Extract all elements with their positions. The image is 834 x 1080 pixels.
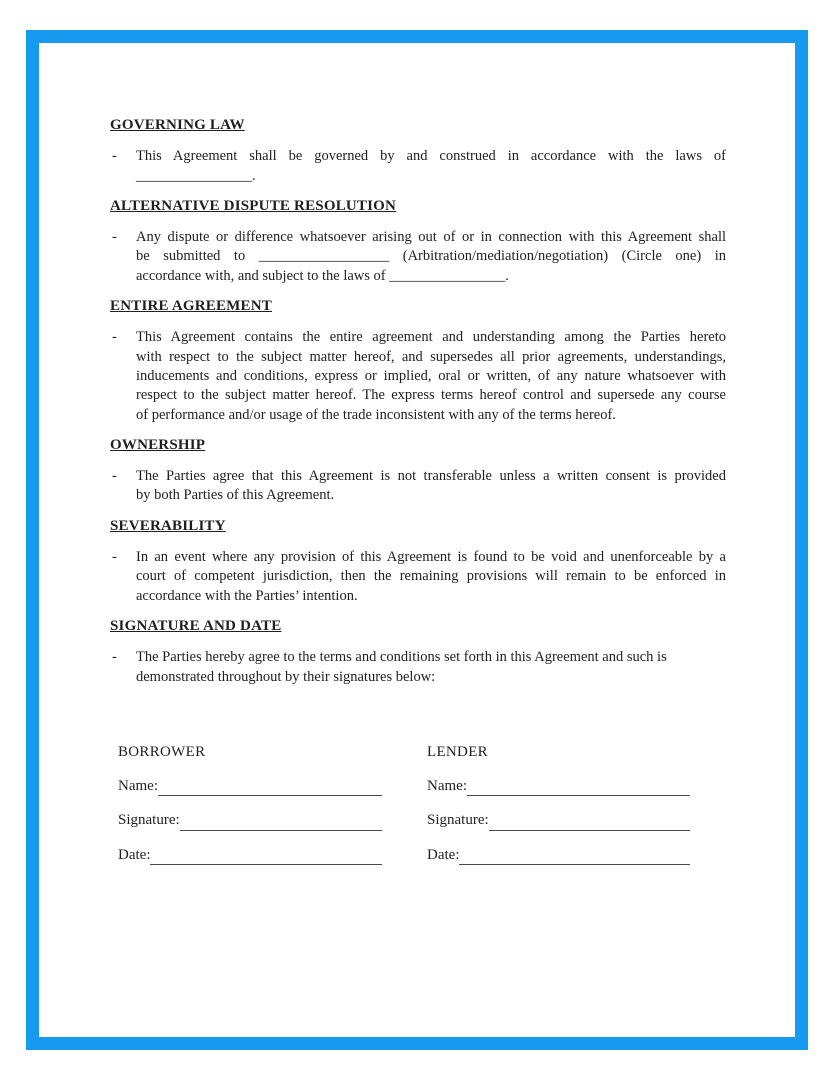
paragraph-line: The Parties hereby agree to the terms and conditions set forth in this Agreement and such is [136, 649, 667, 666]
paragraph-line-blank: accordance with, and subject to the laws of ________________. [136, 267, 509, 284]
bullet-item [110, 228, 726, 286]
section-heading-severability: SEVERABILITY [110, 517, 226, 534]
paragraph-line: This Agreement shall be governed by and construed in accordance with the laws of [136, 148, 726, 165]
paragraph-line: by both Parties of this Agreement. [136, 487, 335, 504]
paragraph-line: The Parties agree that this Agreement is not transferable unless a written consent is provided [136, 468, 726, 485]
section-ownership [110, 436, 726, 506]
section-heading-alternative-dispute-resolution: ALTERNATIVE DISPUTE RESOLUTION [110, 197, 397, 214]
paragraph-line: with respect to the subject matter hereof, and supersedes all prior agreements, understandings, [136, 348, 726, 365]
signature-block [110, 743, 726, 865]
paragraph-line: court of competent jurisdiction, then the remaining provisions will remain to be enforced in [136, 568, 726, 585]
paragraph [136, 328, 726, 424]
document-content [110, 116, 726, 865]
section-heading-entire-agreement: ENTIRE AGREEMENT [110, 298, 272, 315]
paragraph [136, 147, 726, 186]
paragraph [136, 548, 726, 606]
section-governing-law [110, 116, 726, 186]
section-heading-governing-law: GOVERNING LAW [110, 117, 245, 133]
lender-date-label: Date: [427, 846, 460, 863]
lender-title: LENDER [427, 743, 488, 760]
borrower-signature-field [118, 811, 382, 830]
paragraph [136, 467, 726, 506]
paragraph-line: Any dispute or difference whatsoever arising out of or in connection with this Agreement shall [136, 229, 726, 246]
borrower-date-label: Date: [118, 846, 151, 863]
bullet-item [110, 328, 726, 424]
paragraph-line: In an event where any provision of this Agreement is found to be void and unenforceable by a [136, 549, 726, 566]
bullet-item [110, 548, 726, 606]
section-heading-ownership: OWNERSHIP [110, 436, 206, 453]
borrower-date-field [118, 846, 382, 865]
lender-name-fill-line [467, 778, 690, 796]
bullet-dash: - [112, 229, 117, 246]
lender-signature-label: Signature: [427, 812, 489, 829]
lender-signature-fill-line [489, 813, 690, 831]
section-alternative-dispute-resolution [110, 197, 726, 286]
borrower-signature-fill-line [180, 813, 382, 831]
bullet-dash: - [112, 649, 117, 666]
section-severability [110, 517, 726, 606]
lender-date-field [427, 846, 690, 865]
bullet-item [110, 648, 726, 687]
paragraph-line: inducements and conditions, express or implied, oral or written, of any nature whatsoever with [136, 367, 726, 384]
section-heading-signature-and-date: SIGNATURE AND DATE [110, 617, 282, 634]
paragraph-line: This Agreement contains the entire agreement and understanding among the Parties hereto [136, 329, 726, 346]
borrower-signature-column [118, 743, 382, 865]
section-entire-agreement [110, 297, 726, 425]
lender-signature-column [427, 743, 690, 865]
paragraph [136, 648, 726, 687]
borrower-date-fill-line [150, 847, 382, 865]
lender-signature-field [427, 811, 690, 830]
paragraph [136, 228, 726, 286]
section-signature-and-date [110, 617, 726, 687]
bullet-dash: - [112, 329, 117, 346]
lender-name-label: Name: [427, 778, 467, 795]
paragraph-line: of performance and/or usage of the trade inconsistent with any of the terms hereof. [136, 406, 616, 423]
paragraph-line: respect to the subject matter hereof. The express terms hereof control and supersede any course [136, 387, 726, 404]
bullet-dash: - [112, 468, 117, 485]
paragraph-line: accordance with the Parties’ intention. [136, 587, 358, 604]
paragraph-line-blank: be submitted to __________________ (Arbitration/mediation/negotiation) (Circle one) in [136, 248, 726, 265]
borrower-name-field [118, 777, 382, 796]
borrower-name-label: Name: [118, 778, 158, 795]
lender-date-fill-line [459, 847, 690, 865]
lender-name-field [427, 777, 690, 796]
paragraph-line: demonstrated throughout by their signatures below: [136, 668, 436, 685]
borrower-name-fill-line [158, 778, 382, 796]
borrower-title: BORROWER [118, 743, 206, 760]
bullet-dash: - [112, 549, 117, 566]
bullet-item [110, 467, 726, 506]
bullet-dash: - [112, 148, 117, 165]
borrower-signature-label: Signature: [118, 812, 180, 829]
paragraph-line-blank: ________________. [136, 167, 256, 184]
bullet-item [110, 147, 726, 186]
